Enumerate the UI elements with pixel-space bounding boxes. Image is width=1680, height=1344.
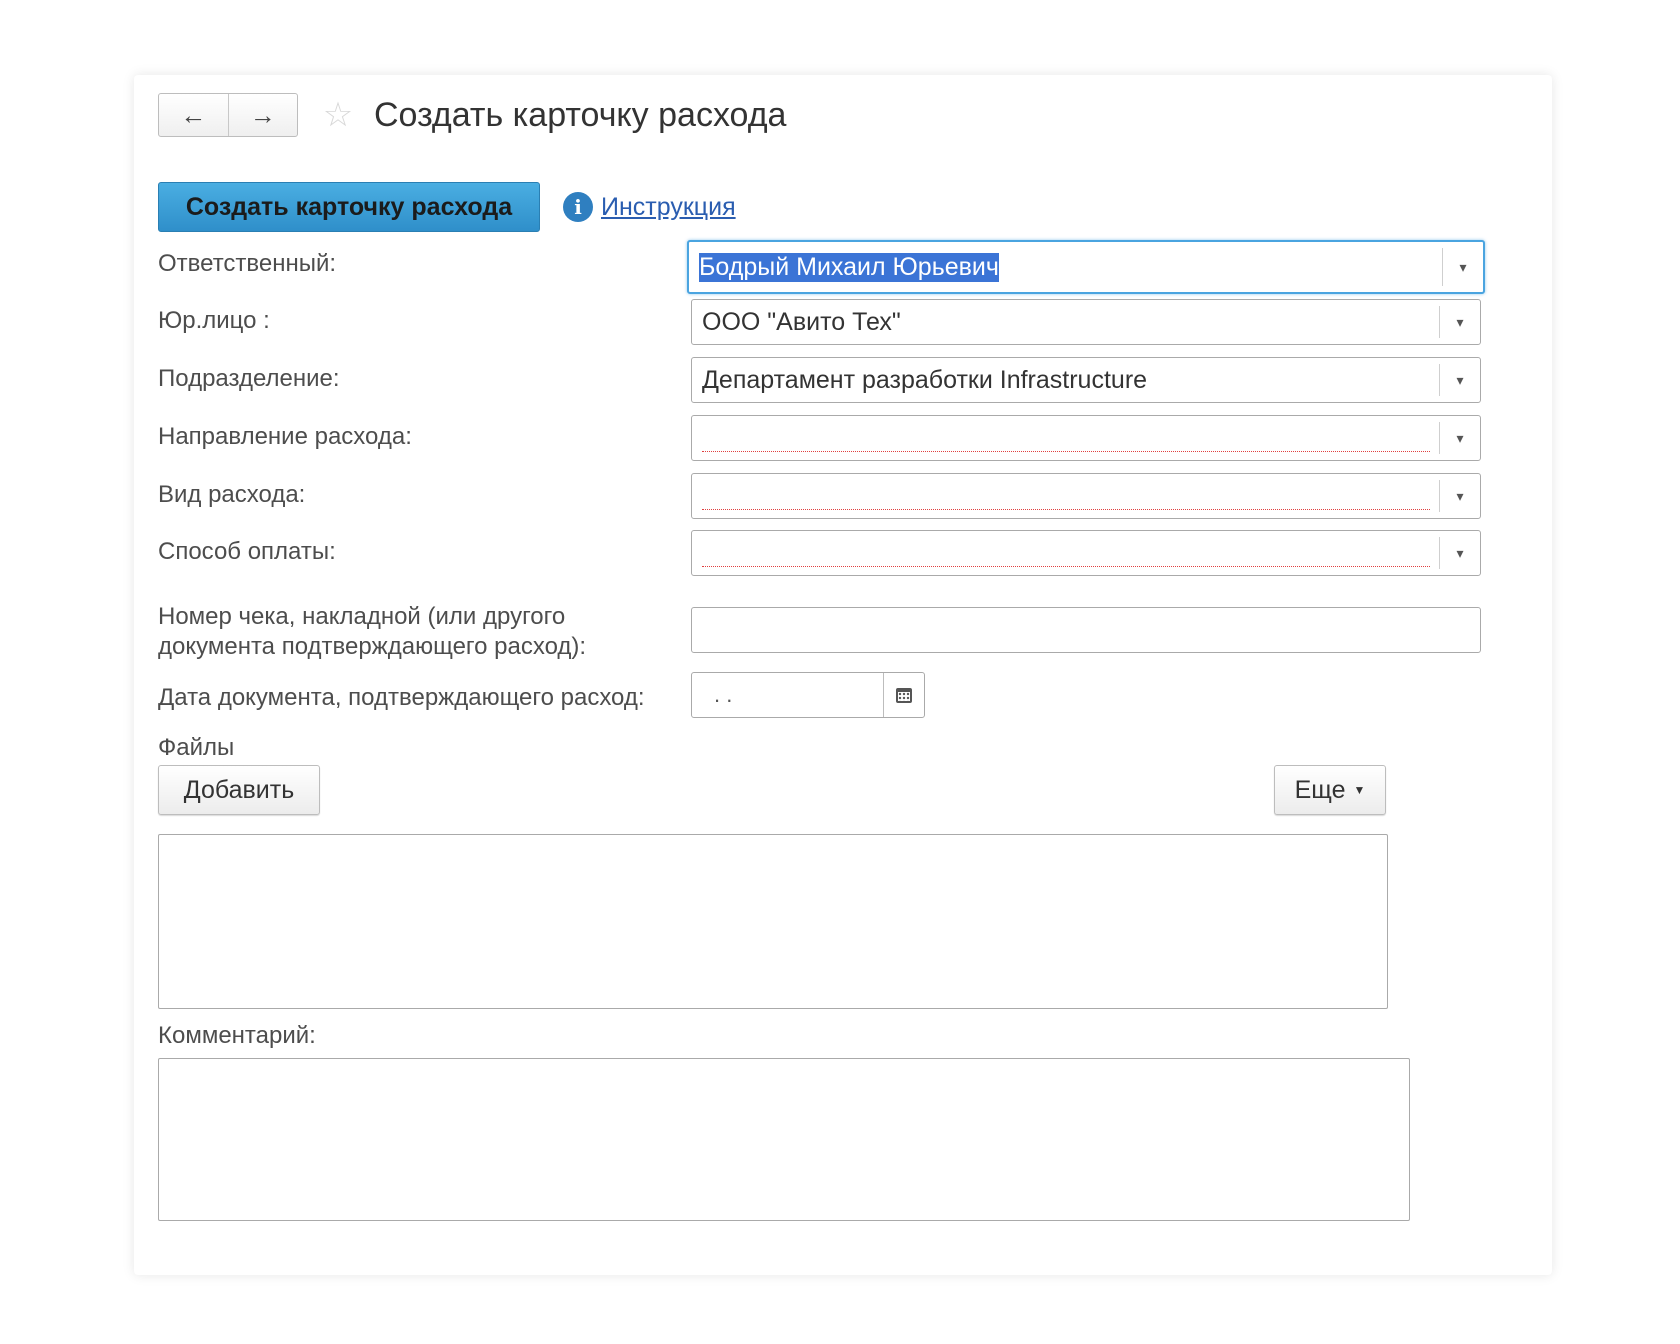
department-value: Департамент разработки Infrastructure (702, 365, 1148, 394)
expense-direction-field[interactable] (691, 415, 1481, 461)
more-button[interactable] (1274, 765, 1386, 815)
chevron-down-icon[interactable]: ▾ (1439, 537, 1480, 569)
more-label: Еще (1294, 775, 1346, 804)
required-marker (702, 451, 1430, 452)
forward-button[interactable] (228, 94, 298, 136)
document-date-label: Дата документа, подтверждающего расход: (158, 684, 645, 711)
info-icon: i (563, 192, 593, 222)
legal-entity-value: ООО "Авито Тех" (702, 307, 901, 336)
create-expense-card-button[interactable]: Создать карточку расхода (158, 182, 540, 232)
expense-type-field[interactable] (691, 473, 1481, 519)
receipt-number-label: Номер чека, накладной (или другого документа подтверждающего расход): (158, 603, 587, 660)
department-label: Подразделение: (158, 365, 340, 392)
required-marker (702, 509, 1430, 510)
legal-entity-label: Юр.лицо : (158, 307, 270, 334)
help-link-group[interactable] (563, 187, 736, 227)
favorite-star-icon[interactable]: ☆ (322, 96, 354, 134)
files-label: Файлы (158, 734, 235, 761)
calendar-button[interactable] (883, 673, 924, 717)
caret-down-icon: ▼ (1353, 783, 1366, 797)
expense-direction-label: Направление расхода: (158, 423, 412, 450)
responsible-label: Ответственный: (158, 250, 337, 277)
required-marker (702, 566, 1430, 567)
document-date-field[interactable] (691, 672, 925, 718)
payment-method-label: Способ оплаты: (158, 538, 336, 565)
expense-type-label: Вид расхода: (158, 481, 306, 508)
arrow-left-icon: ← (180, 99, 207, 130)
comment-textarea[interactable] (158, 1058, 1410, 1221)
legal-entity-field[interactable] (691, 299, 1481, 345)
responsible-field[interactable] (687, 240, 1485, 294)
form-panel (134, 75, 1552, 1275)
department-field[interactable] (691, 357, 1481, 403)
chevron-down-icon[interactable]: ▾ (1442, 248, 1483, 286)
comment-label: Комментарий: (158, 1022, 316, 1049)
chevron-down-icon[interactable]: ▾ (1439, 364, 1480, 396)
files-list[interactable] (158, 834, 1388, 1009)
page-title: Создать карточку расхода (374, 96, 787, 134)
chevron-down-icon[interactable]: ▾ (1439, 480, 1480, 512)
navigation-buttons (158, 93, 298, 137)
arrow-right-icon: → (249, 99, 276, 130)
add-file-button[interactable]: Добавить (158, 765, 320, 815)
responsible-value: Бодрый Михаил Юрьевич (699, 252, 999, 281)
instruction-link[interactable]: Инструкция (601, 192, 736, 221)
back-button[interactable] (159, 94, 228, 136)
calendar-icon (896, 688, 912, 703)
chevron-down-icon[interactable]: ▾ (1439, 306, 1480, 338)
receipt-number-field[interactable] (691, 607, 1481, 653)
document-date-value: . . (714, 682, 733, 707)
payment-method-field[interactable] (691, 530, 1481, 576)
chevron-down-icon[interactable]: ▾ (1439, 422, 1480, 454)
